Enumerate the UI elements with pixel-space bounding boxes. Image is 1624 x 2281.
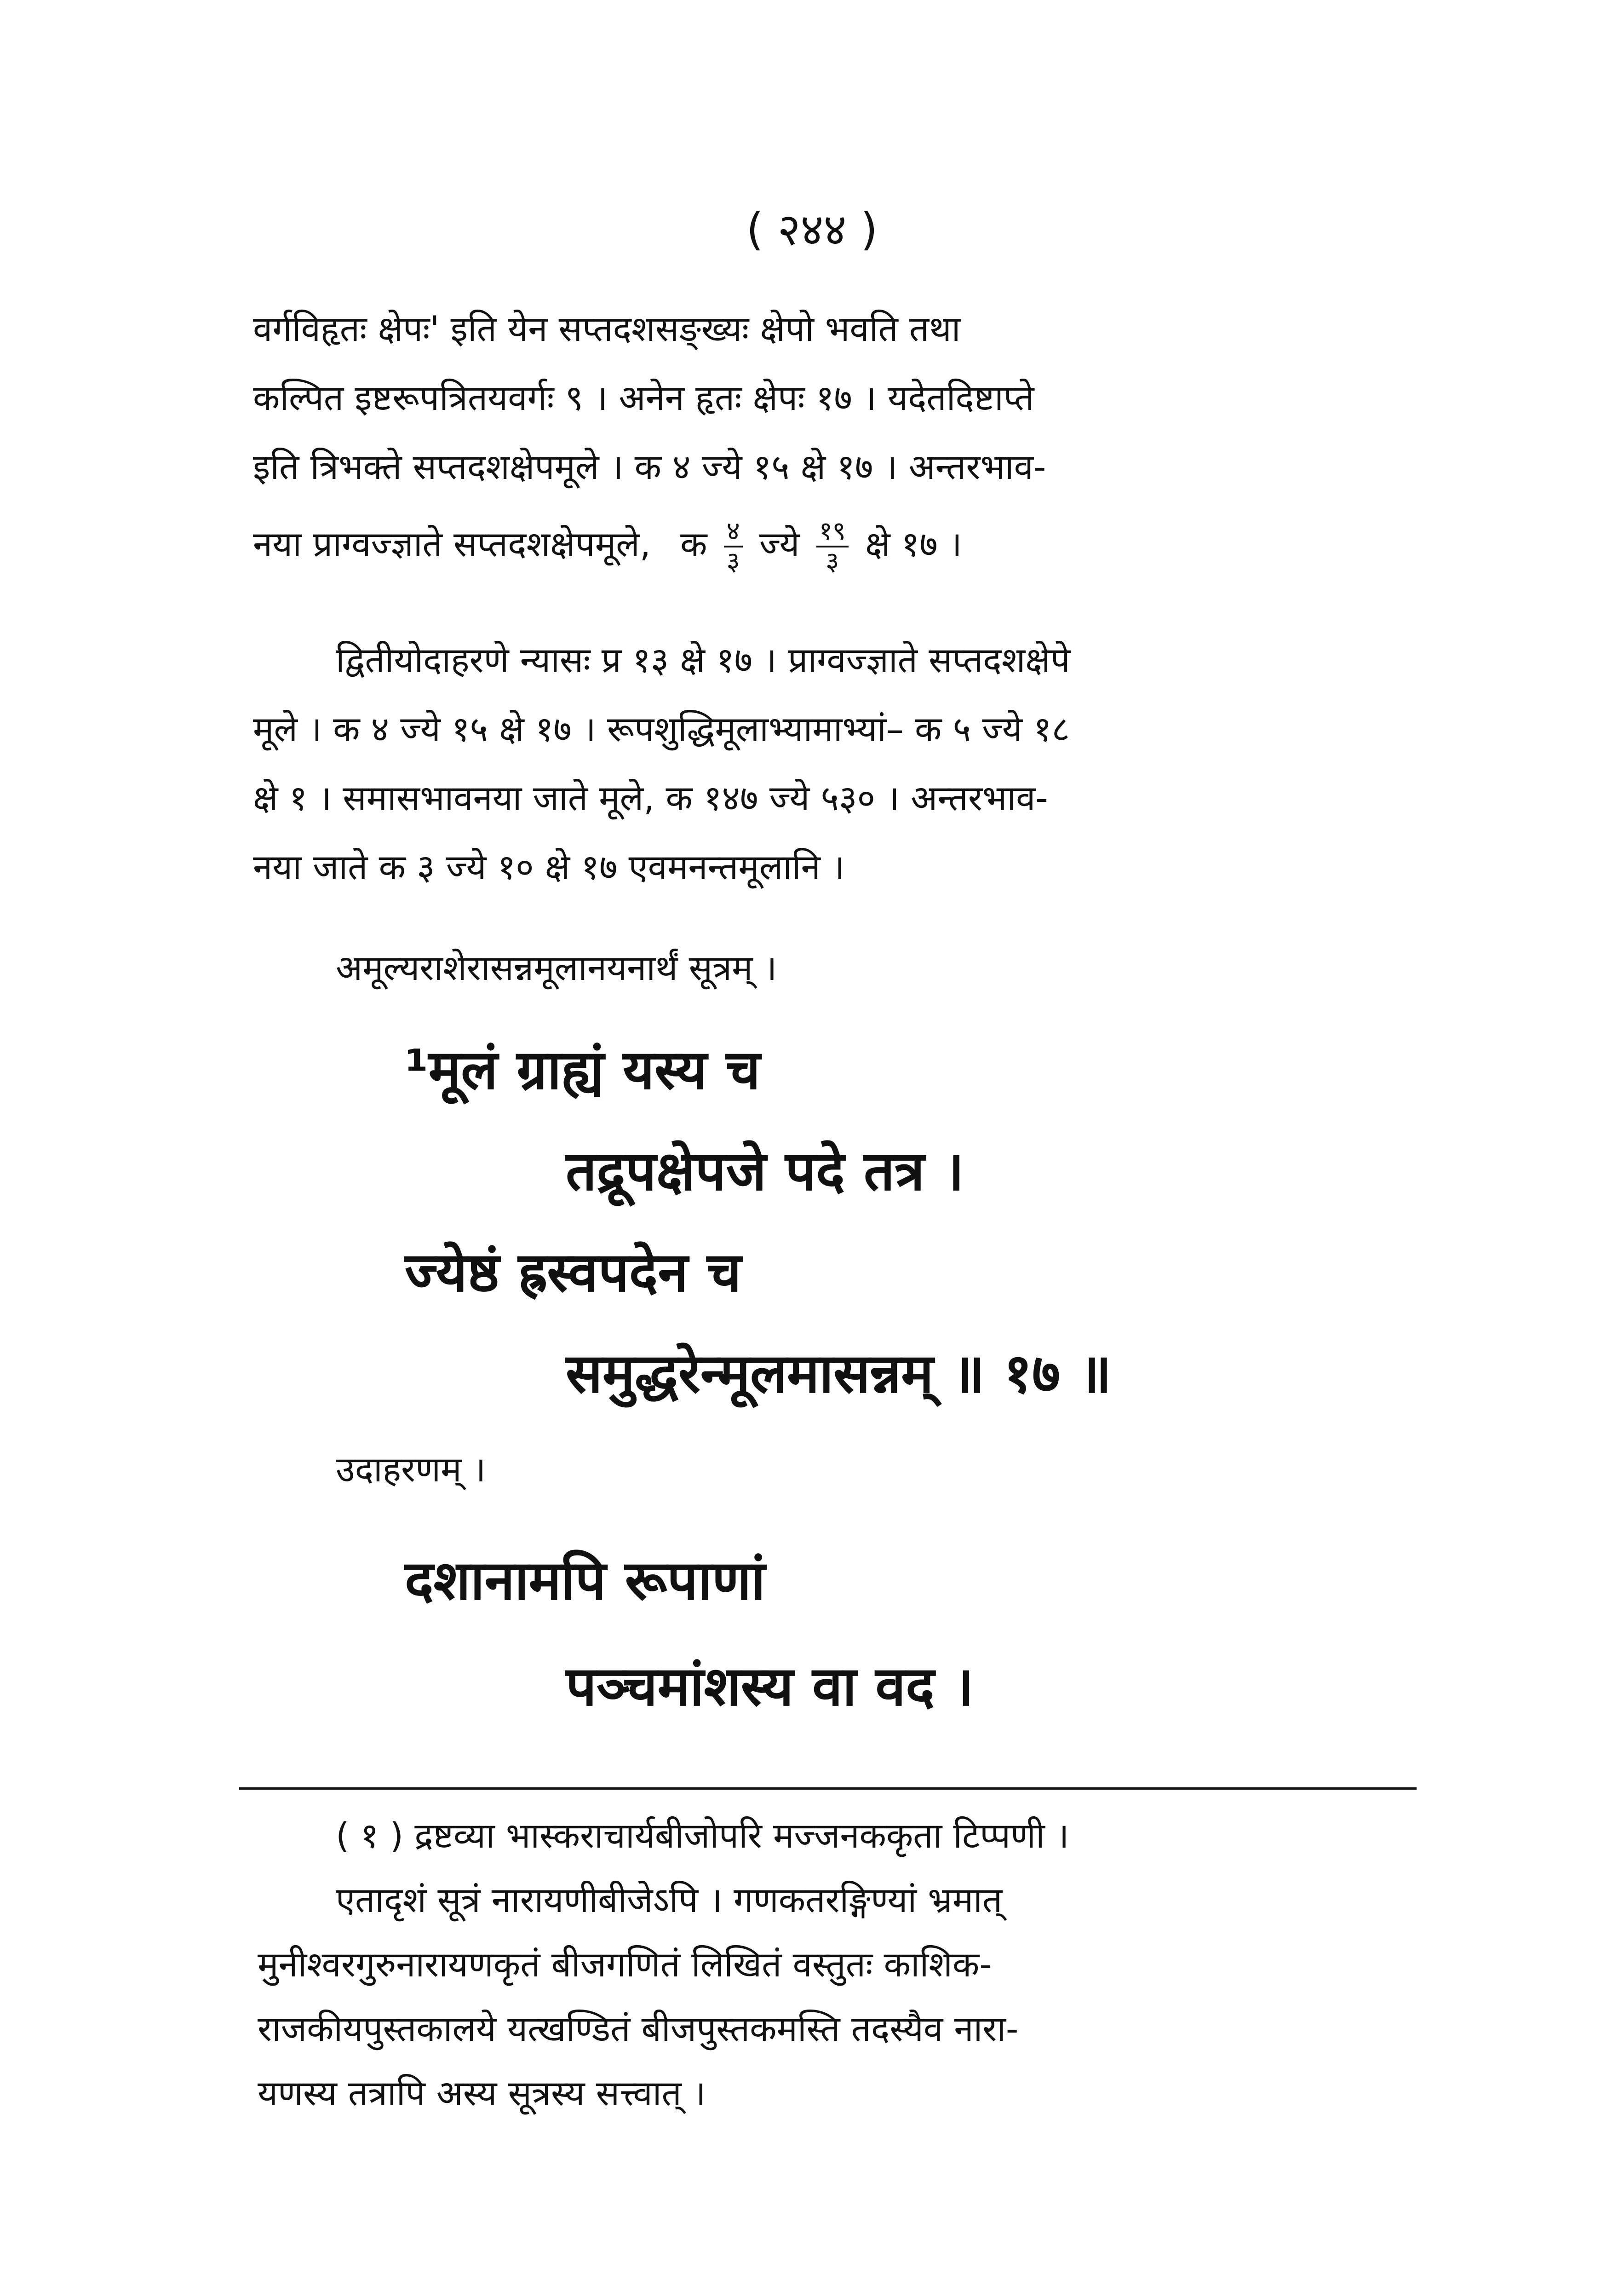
footnote-line: राजकीयपुस्तकालये यत्खण्डितं बीजपुस्तकमस्ति तदस्यैव नारा- [258,2008,1019,2049]
verse-line: पञ्चमांशस्य वा वद । [566,1654,974,1718]
fraction-denominator: ३ [726,547,740,576]
paragraph-second-example [253,626,1412,902]
text-line: मूले । क ४ ज्ये १५ क्षे १७ । रूपशुद्धिमूलाभ्यामाभ्यां– क ५ ज्ये १८ [253,708,1070,749]
text-line: नया जाते क ३ ज्ये १० क्षे १७ एवमनन्तमूलानि । [253,847,845,887]
fraction-four-thirds [724,517,743,576]
fraction-nineteen-thirds [816,517,849,576]
text-line: कल्पित इष्टरूपत्रितयवर्गः ९ । अनेन हृतः क्षेपः १७ । यदेतदिष्टाप्ते [253,377,1034,418]
text-line: वर्गविहृतः क्षेपः' इति येन सप्तदशसङ्ख्यः क्षेपो भवति तथा [253,308,961,349]
text-line-with-fractions [253,510,1412,579]
paragraph-continuation [253,294,1412,579]
text-segment: नया प्राग्वज्ज्ञाते सप्तदशक्षेपमूले, [253,524,651,564]
page-number: ( २४४ ) [746,204,878,255]
footnote-line: एतादृशं सूत्रं नारायणीबीजेऽपि । गणकतरङ्गिण्यां भ्रमात् [336,1879,1003,1920]
fraction-denominator: ३ [826,547,839,576]
sutra-heading: अमूल्यराशेरासन्नमूलानयनार्थं सूत्रम् । [336,947,777,988]
text-line: द्वितीयोदाहरणे न्यासः प्र १३ क्षे १७ । प्राग्वज्ज्ञाते सप्तदशक्षेपे [336,639,1070,680]
fraction-numerator: ४ [724,517,743,547]
text-segment: क्षे १७ । [865,524,962,564]
footnote [258,1803,1407,2125]
verse-line: ज्येष्ठं ह्रस्वपदेन च [405,1240,741,1304]
footnote-line: यणस्य तत्रापि अस्य सूत्रस्य सत्त्वात् । [258,2073,706,2114]
verse-line: दशानामपि रूपाणां [405,1549,765,1612]
text-segment: ज्ये [759,524,800,564]
example-heading: उदाहरणम् । [336,1449,486,1490]
verse-line: तद्रूपक्षेपजे पदे तत्र । [566,1139,964,1203]
verse-line: ¹मूलं ग्राह्यं यस्य च [405,1038,761,1101]
text-line: क्षे १ । समासभावनया जाते मूले, क १४७ ज्ये ५३० । अन्तरभाव- [253,778,1048,818]
footnote-divider [239,1787,1417,1790]
text-segment: क [680,524,707,564]
verse-line: समुद्धरेन्मूलमासन्नम् ॥ १७ ॥ [566,1342,1112,1405]
text-line: इति त्रिभक्ते सप्तदशक्षेपमूले । क ४ ज्ये १५ क्षे १७ । अन्तरभाव- [253,446,1046,487]
footnote-line: मुनीश्वरगुरुनारायणकृतं बीजगणितं लिखितं वस्तुतः काशिक- [258,1944,992,1985]
footnote-line: ( १ ) द्रष्टव्या भास्कराचार्यबीजोपरि मज्जनककृता टिप्पणी । [336,1815,1069,1856]
fraction-numerator: १९ [816,517,849,547]
